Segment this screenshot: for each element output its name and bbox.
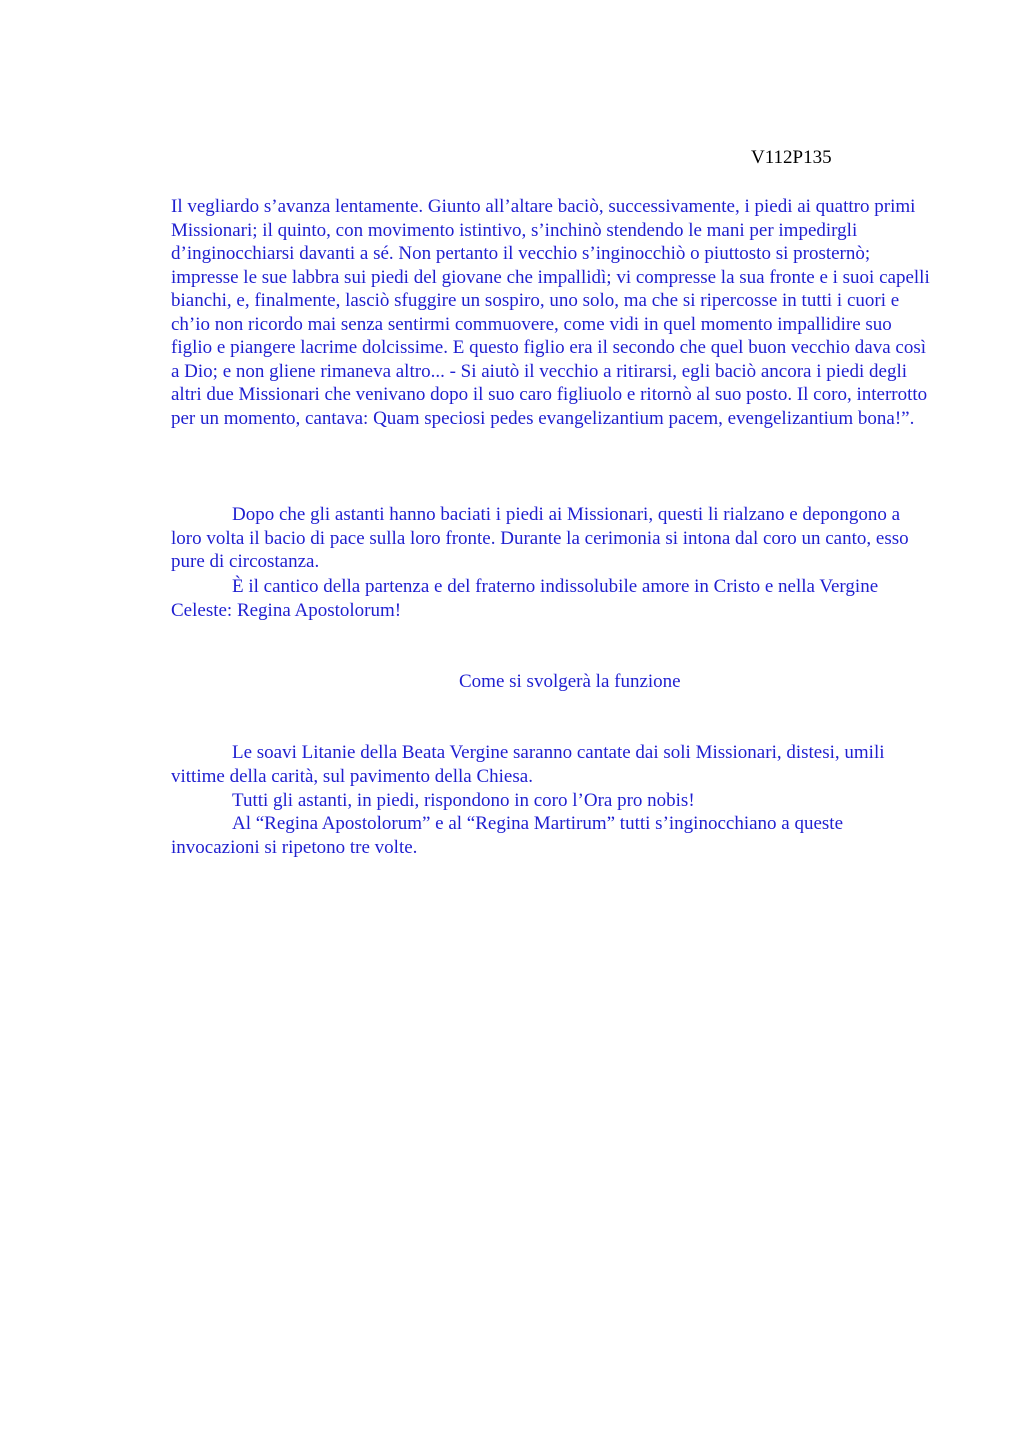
paragraph-astanti-baciati: Dopo che gli astanti hanno baciati i piedi ai Missionari, questi li rialzano e depongono a loro volta il bacio di pace sulla loro fronte. Durante la cerimonia si intona dal coro un canto, esso pure di circostanza. — [171, 504, 909, 572]
section-heading: Come si svolgerà la funzione — [459, 671, 681, 692]
paragraph-vegliardo: Il vegliardo s’avanza lentamente. Giunto all’altare baciò, successivamente, i piedi ai quattro primi Missionari; il quinto, con movimento istintivo, s’inchinò stendendo le mani per impedirgli d’inginocchiarsi davanti a sé. Non pertanto il vecchio s’inginocchiò o piuttosto si prosternò; impresse le sue labbra sui piedi del giovane che impallidì; vi compresse la sua fronte e i suoi capelli bianchi, e, finalmente, lasciò sfuggire un sospiro, uno solo, ma che si ripercosse in tutti i cuori e ch’io non ricordo mai senza sentirmi commuovere, come vidi in quel momento impallidire suo figlio e piangere lacrime dolcissime. E questo figlio era il secondo che quel buon vecchio dava così a Dio; e non gliene rimaneva altro... - Si aiutò il vecchio a ritirarsi, egli baciò ancora i piedi degli altri due Missionari che venivano dopo il suo caro figliuolo e ritornò al suo posto. Il coro, interrotto per un momento, cantava: Quam speciosi pedes evangelizantium pacem, evengelizantium bona!”. — [171, 196, 930, 429]
page-identifier: V112P135 — [751, 147, 832, 168]
paragraph-cantico-partenza: È il cantico della partenza e del fraterno indissolubile amore in Cristo e nella Vergine Celeste: Regina Apostolorum! — [171, 576, 879, 621]
paragraph-regina-apostolorum: Al “Regina Apostolorum” e al “Regina Martirum” tutti s’inginocchiano a queste invocazioni si ripetono tre volte. — [171, 813, 844, 858]
paragraph-ora-pro-nobis: Tutti gli astanti, in piedi, rispondono in coro l’Ora pro nobis! — [232, 790, 695, 811]
paragraph-litanie: Le soavi Litanie della Beata Vergine saranno cantate dai soli Missionari, distesi, umili vittime della carità, sul pavimento della Chiesa. — [171, 742, 885, 787]
